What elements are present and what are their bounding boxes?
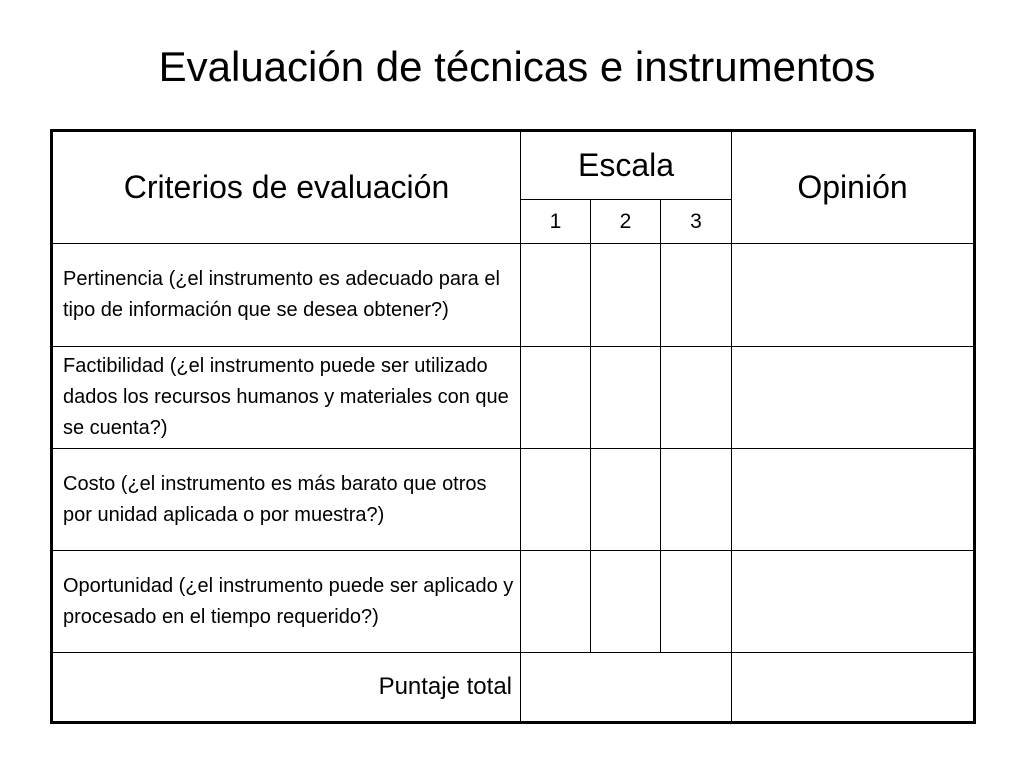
- criterion-pertinencia: Pertinencia (¿el instrumento es adecuado para el tipo de información que se desea obtener?): [52, 244, 521, 347]
- score-cell-3[interactable]: [661, 551, 732, 653]
- scale-value-3: 3: [661, 200, 732, 244]
- total-score-cell[interactable]: [521, 653, 732, 723]
- criterion-factibilidad: Factibilidad (¿el instrumento puede ser utilizado dados los recursos humanos y materiales con que se cuenta?): [52, 347, 521, 449]
- score-cell-2[interactable]: [591, 244, 661, 347]
- score-cell-2[interactable]: [591, 551, 661, 653]
- opinion-cell[interactable]: [732, 551, 975, 653]
- opinion-cell[interactable]: [732, 347, 975, 449]
- opinion-cell[interactable]: [732, 449, 975, 551]
- criterion-costo: Costo (¿el instrumento es más barato que otros por unidad aplicada o por muestra?): [52, 449, 521, 551]
- table-row: [52, 551, 975, 653]
- score-cell-1[interactable]: [521, 551, 591, 653]
- header-opinion: Opinión: [732, 131, 975, 244]
- score-cell-1[interactable]: [521, 449, 591, 551]
- header-escala: Escala: [521, 131, 732, 200]
- header-criterios: Criterios de evaluación: [52, 131, 521, 244]
- score-cell-2[interactable]: [591, 347, 661, 449]
- score-cell-1[interactable]: [521, 347, 591, 449]
- total-opinion-cell[interactable]: [732, 653, 975, 723]
- criterion-oportunidad: Oportunidad (¿el instrumento puede ser aplicado y procesado en el tiempo requerido?): [52, 551, 521, 653]
- evaluation-table: [50, 129, 976, 724]
- total-row: [52, 653, 975, 723]
- score-cell-2[interactable]: [591, 449, 661, 551]
- scale-value-1: 1: [521, 200, 591, 244]
- scale-value-2: 2: [591, 200, 661, 244]
- table-row: [52, 449, 975, 551]
- score-cell-3[interactable]: [661, 244, 732, 347]
- table-row: [52, 244, 975, 347]
- total-label: Puntaje total: [52, 653, 521, 723]
- page-title: Evaluación de técnicas e instrumentos: [158, 43, 876, 90]
- score-cell-1[interactable]: [521, 244, 591, 347]
- table-row: [52, 347, 975, 449]
- score-cell-3[interactable]: [661, 449, 732, 551]
- opinion-cell[interactable]: [732, 244, 975, 347]
- score-cell-3[interactable]: [661, 347, 732, 449]
